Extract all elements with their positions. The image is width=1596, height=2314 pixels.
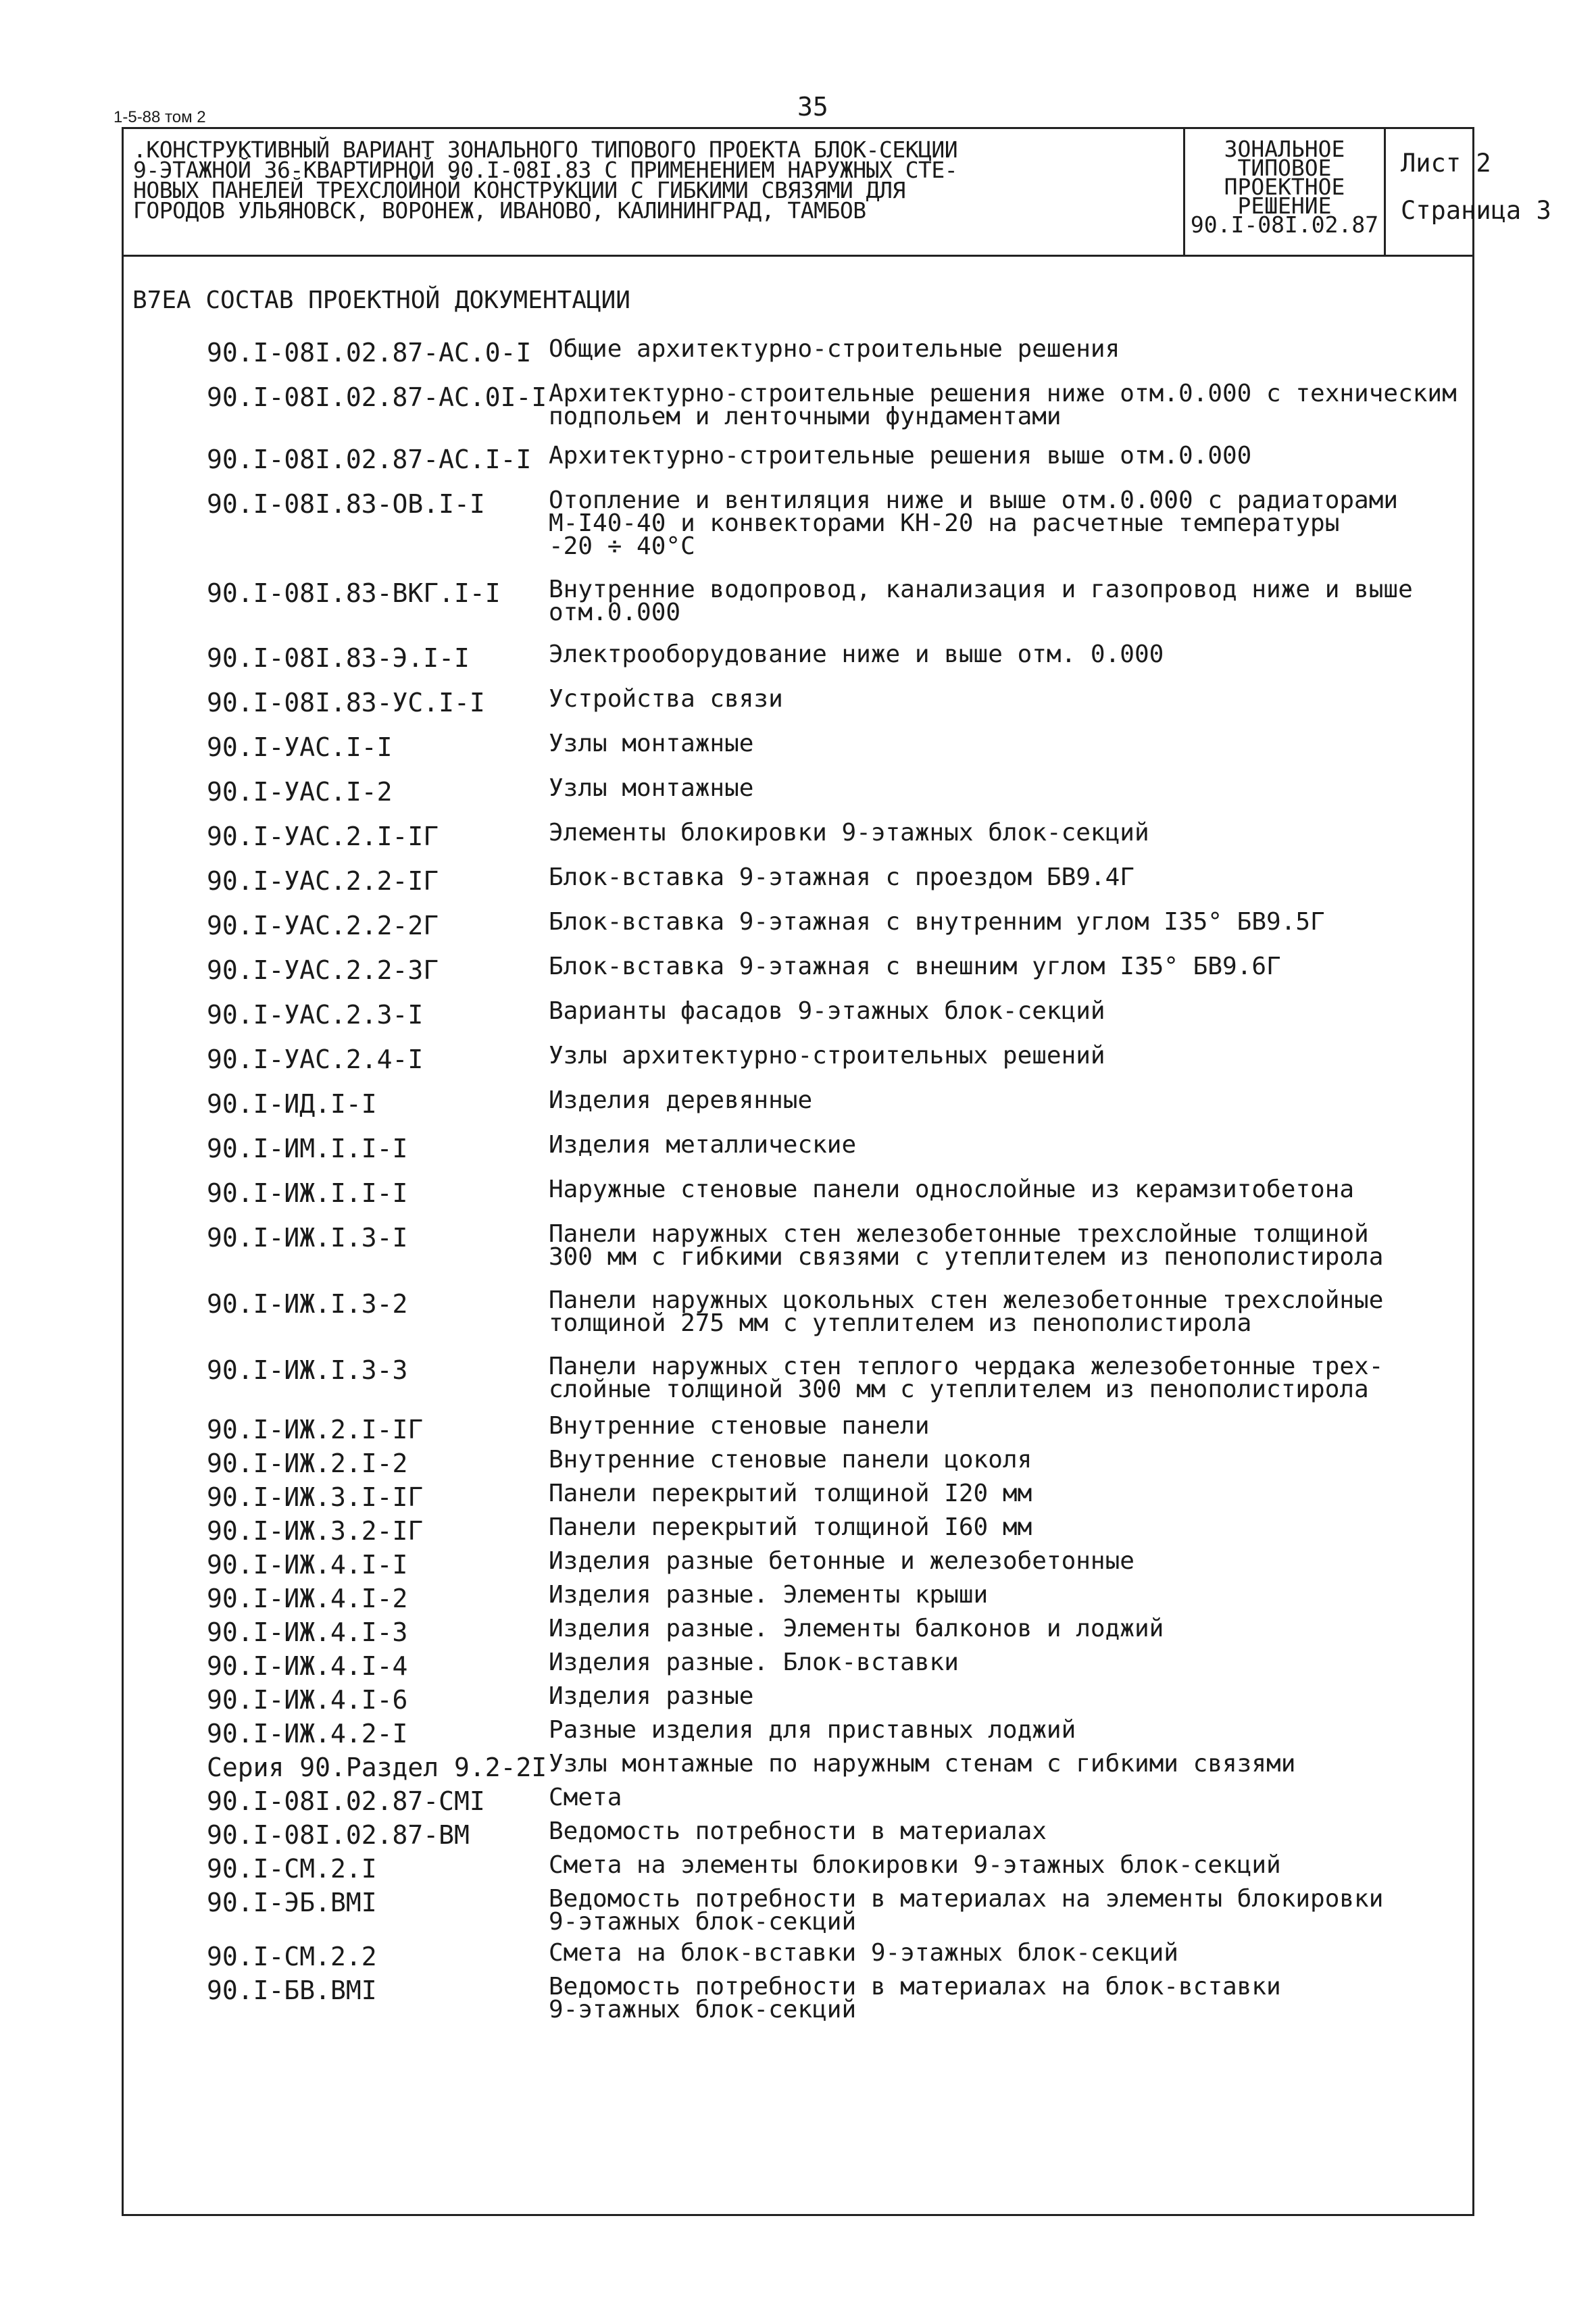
document-code: 90.I-08I.02.87-СМI — [207, 1786, 485, 1816]
description-line: Блок-вставка 9-этажная с внутренним углом I35° БВ9.5Г — [549, 908, 1325, 936]
document-code: 90.I-УАС.2.I-IГ — [207, 822, 439, 851]
document-code: 90.I-СМ.2.I — [207, 1854, 377, 1884]
document-code: 90.I-ИЖ.4.I-2 — [207, 1584, 408, 1613]
description-line: Ведомость потребности в материалах — [549, 1817, 1047, 1845]
document-description — [549, 955, 1468, 978]
document-description — [549, 335, 1468, 363]
description-line: Электрооборудование ниже и выше отм. 0.000 — [549, 640, 1164, 668]
document-code: Серия 90.Раздел 9.2-2I — [207, 1753, 547, 1782]
description-line: Устройства связи — [549, 685, 783, 713]
document-code: 90.I-УАС.I-2 — [207, 777, 393, 807]
document-code: 90.I-ИЖ.4.I-6 — [207, 1685, 408, 1715]
document-code: 90.I-ИЖ.I.3-3 — [207, 1355, 408, 1385]
document-description — [549, 819, 1468, 847]
document-reference: 1-5-88 том 2 — [114, 108, 206, 126]
document-description — [549, 1446, 1468, 1474]
document-description — [549, 863, 1468, 891]
sheet-number: Лист 2 — [1401, 149, 1491, 178]
document-code: 90.I-ИЖ.2.I-IГ — [207, 1415, 424, 1444]
description-line: Панели перекрытий толщиной I20 мм — [549, 1480, 1032, 1507]
project-title-line: .КОНСТРУКТИВНЫЙ ВАРИАНТ ЗОНАЛЬНОГО ТИПОВОГО ПРОЕКТА БЛОК-СЕКЦИИ — [133, 136, 958, 163]
document-description — [549, 774, 1468, 802]
description-line: Панели перекрытий толщиной I60 мм — [549, 1513, 1032, 1541]
description-line: толщиной 275 мм с утеплителем из пенополистирола — [549, 1309, 1252, 1337]
document-description — [549, 1973, 1468, 2023]
description-line: Архитектурно-строительные решения ниже отм.0.000 с техническим — [549, 380, 1457, 407]
document-description — [549, 486, 1468, 560]
document-description — [549, 640, 1468, 668]
document-code: 90.I-08I.02.87-АС.0-I — [207, 338, 532, 368]
document-code: 90.I-08I.02.87-ВМ — [207, 1820, 470, 1850]
description-line: Изделия разные. Элементы крыши — [549, 1581, 989, 1609]
document-description — [549, 1131, 1468, 1159]
description-line: 9-этажных блок-секций — [549, 1908, 857, 1936]
project-title-line: ГОРОДОВ УЛЬЯНОВСК, ВОРОНЕЖ, ИВАНОВО, КАЛИНИНГРАД, ТАМБОВ — [133, 197, 866, 224]
document-code: 90.I-ИЖ.4.I-3 — [207, 1617, 408, 1647]
project-title-line: 9-ЭТАЖНОЙ 36-КВАРТИРНОЙ 90.I-08I.83 С ПРИМЕНЕНИЕМ НАРУЖНЫХ СТЕ- — [133, 157, 958, 183]
document-code: 90.I-08I.83-ОВ.I-I — [207, 489, 485, 519]
document-code: 90.I-08I.02.87-АС.0I-I — [207, 382, 547, 412]
description-line: Узлы монтажные — [549, 774, 754, 802]
document-description — [549, 1651, 1468, 1674]
description-line: Блок-вставка 9-этажная с проездом БВ9.4Г — [549, 863, 1134, 891]
document-code: 90.I-ИД.I-I — [207, 1089, 377, 1119]
document-code: 90.I-ИЖ.I.3-I — [207, 1223, 408, 1253]
description-line: Архитектурно-строительные решения выше отм.0.000 — [549, 442, 1252, 470]
stamp-line: 90.I-08I.02.87 — [1190, 211, 1379, 238]
document-code: 90.I-ИЖ.4.I-I — [207, 1550, 408, 1580]
document-code: 90.I-ИЖ.4.I-4 — [207, 1651, 408, 1681]
description-line: Панели наружных стен теплого чердака железобетонные трех- — [549, 1353, 1384, 1380]
description-line: Узлы монтажные — [549, 730, 754, 757]
document-description — [549, 732, 1468, 755]
document-description — [549, 1482, 1468, 1505]
description-line: Наружные стеновые панели однослойные из керамзитобетона — [549, 1176, 1355, 1203]
document-description — [549, 1355, 1468, 1401]
description-line: Панели наружных стен железобетонные трехслойные толщиной — [549, 1220, 1369, 1248]
description-line: 9-этажных блок-секций — [549, 1996, 857, 2023]
document-code: 90.I-УАС.I-I — [207, 732, 393, 762]
description-line: Изделия разные — [549, 1682, 754, 1710]
description-line: Панели наружных цокольных стен железобетонные трехслойные — [549, 1286, 1384, 1314]
description-line: Элементы блокировки 9-этажных блок-секций — [549, 819, 1149, 847]
document-code: 90.I-ИЖ.I.3-2 — [207, 1289, 408, 1319]
description-line: Варианты фасадов 9-этажных блок-секций — [549, 997, 1105, 1025]
document-code: 90.I-ИЖ.4.2-I — [207, 1719, 408, 1749]
stamp-line: ТИПОВОЕ — [1237, 155, 1332, 181]
document-description — [549, 1716, 1468, 1744]
description-line: подпольем и ленточными фундаментами — [549, 403, 1062, 430]
description-line: Блок-вставка 9-этажная с внешним углом I35° БВ9.6Г — [549, 953, 1281, 980]
description-line: Общие архитектурно-строительные решения — [549, 335, 1120, 363]
description-line: Изделия разные бетонные и железобетонные — [549, 1547, 1134, 1575]
description-line: Изделия разные. Блок-вставки — [549, 1649, 959, 1676]
document-description — [549, 442, 1468, 470]
description-line: отм.0.000 — [549, 599, 681, 626]
document-description — [549, 1786, 1468, 1809]
document-code: 90.I-УАС.2.2-2Г — [207, 911, 439, 940]
stamp-line: ПРОЕКТНОЕ — [1224, 174, 1345, 200]
stamp-line: ЗОНАЛЬНОЕ — [1224, 136, 1345, 162]
section-title: В7ЕА СОСТАВ ПРОЕКТНОЙ ДОКУМЕНТАЦИИ — [132, 286, 630, 314]
document-code: 90.I-08I.83-ВКГ.I-I — [207, 578, 501, 608]
document-code: 90.I-ИЖ.3.2-IГ — [207, 1516, 424, 1546]
document-code: 90.I-ИМ.I.I-I — [207, 1134, 408, 1163]
description-line: Внутренние стеновые панели — [549, 1412, 930, 1440]
document-code: 90.I-08I.02.87-АС.I-I — [207, 445, 532, 474]
document-description — [549, 1178, 1468, 1201]
project-title-line: НОВЫХ ПАНЕЛЕЙ ТРЕХСЛОЙНОЙ КОНСТРУКЦИИ С ГИБКИМИ СВЯЗЯМИ ДЛЯ — [133, 177, 905, 203]
document-description — [549, 1086, 1468, 1114]
document-description — [549, 1513, 1468, 1541]
document-description — [549, 1220, 1468, 1271]
document-code: 90.I-ИЖ.3.I-IГ — [207, 1482, 424, 1512]
document-description — [549, 1817, 1468, 1845]
description-line: Изделия металлические — [549, 1131, 857, 1159]
document-code: 90.I-08I.83-УС.I-I — [207, 688, 485, 718]
stamp-line: РЕШЕНИЕ — [1237, 193, 1332, 219]
document-description — [549, 997, 1468, 1025]
document-code: 90.I-УАС.2.2-3Г — [207, 955, 439, 985]
document-code: 90.I-УАС.2.4-I — [207, 1045, 424, 1074]
description-line: М-I40-40 и конвекторами КН-20 на расчетные температуры — [549, 509, 1340, 537]
description-line: Изделия разные. Элементы балконов и лоджий — [549, 1615, 1164, 1642]
description-line: Изделия деревянные — [549, 1086, 813, 1114]
document-code: 90.I-УАС.2.3-I — [207, 1000, 424, 1030]
description-line: Ведомость потребности в материалах на блок-вставки — [549, 1973, 1281, 2001]
document-code: 90.I-08I.83-Э.I-I — [207, 643, 470, 673]
document-description — [549, 1286, 1468, 1337]
document-description — [549, 1939, 1468, 1967]
description-line: Разные изделия для приставных лоджий — [549, 1716, 1076, 1744]
document-description — [549, 685, 1468, 713]
document-description — [549, 1581, 1468, 1609]
description-line: Узлы монтажные по наружным стенам с гибкими связями — [549, 1750, 1296, 1778]
description-line: -20 ÷ 40°С — [549, 532, 695, 560]
document-code: 90.I-БВ.ВМI — [207, 1976, 377, 2005]
document-code: 90.I-СМ.2.2 — [207, 1942, 377, 1971]
document-description — [549, 578, 1468, 624]
document-description — [549, 1042, 1468, 1070]
description-line: Внутренние водопровод, канализация и газопровод ниже и выше — [549, 576, 1413, 603]
document-description — [549, 1851, 1468, 1879]
description-line: Смета на блок-вставки 9-этажных блок-секций — [549, 1939, 1178, 1967]
document-code: 90.I-ИЖ.I.I-I — [207, 1178, 408, 1208]
description-line: слойные толщиной 300 мм с утеплителем из пенополистирола — [549, 1376, 1369, 1403]
document-description — [549, 908, 1468, 936]
document-description — [549, 1617, 1468, 1640]
document-description — [549, 382, 1468, 428]
document-code: 90.I-ЭБ.ВМI — [207, 1888, 377, 1917]
description-line: Ведомость потребности в материалах на элементы блокировки — [549, 1885, 1384, 1913]
document-code: 90.I-ИЖ.2.I-2 — [207, 1449, 408, 1478]
document-description — [549, 1750, 1468, 1778]
document-description — [549, 1412, 1468, 1440]
document-description — [549, 1547, 1468, 1575]
description-line: Смета — [549, 1784, 622, 1811]
document-description — [549, 1885, 1468, 1936]
description-line: Внутренние стеновые панели цоколя — [549, 1446, 1032, 1474]
description-line: Отопление и вентиляция ниже и выше отм.0.000 с радиаторами — [549, 486, 1399, 514]
document-code: 90.I-УАС.2.2-IГ — [207, 866, 439, 896]
description-line: Узлы архитектурно-строительных решений — [549, 1042, 1105, 1070]
page-label: Страница 3 — [1401, 196, 1551, 225]
document-description — [549, 1682, 1468, 1710]
page-number: 35 — [797, 92, 828, 122]
description-line: 300 мм с гибкими связями с утеплителем из пенополистирола — [549, 1243, 1384, 1271]
description-line: Смета на элементы блокировки 9-этажных блок-секций — [549, 1851, 1281, 1879]
